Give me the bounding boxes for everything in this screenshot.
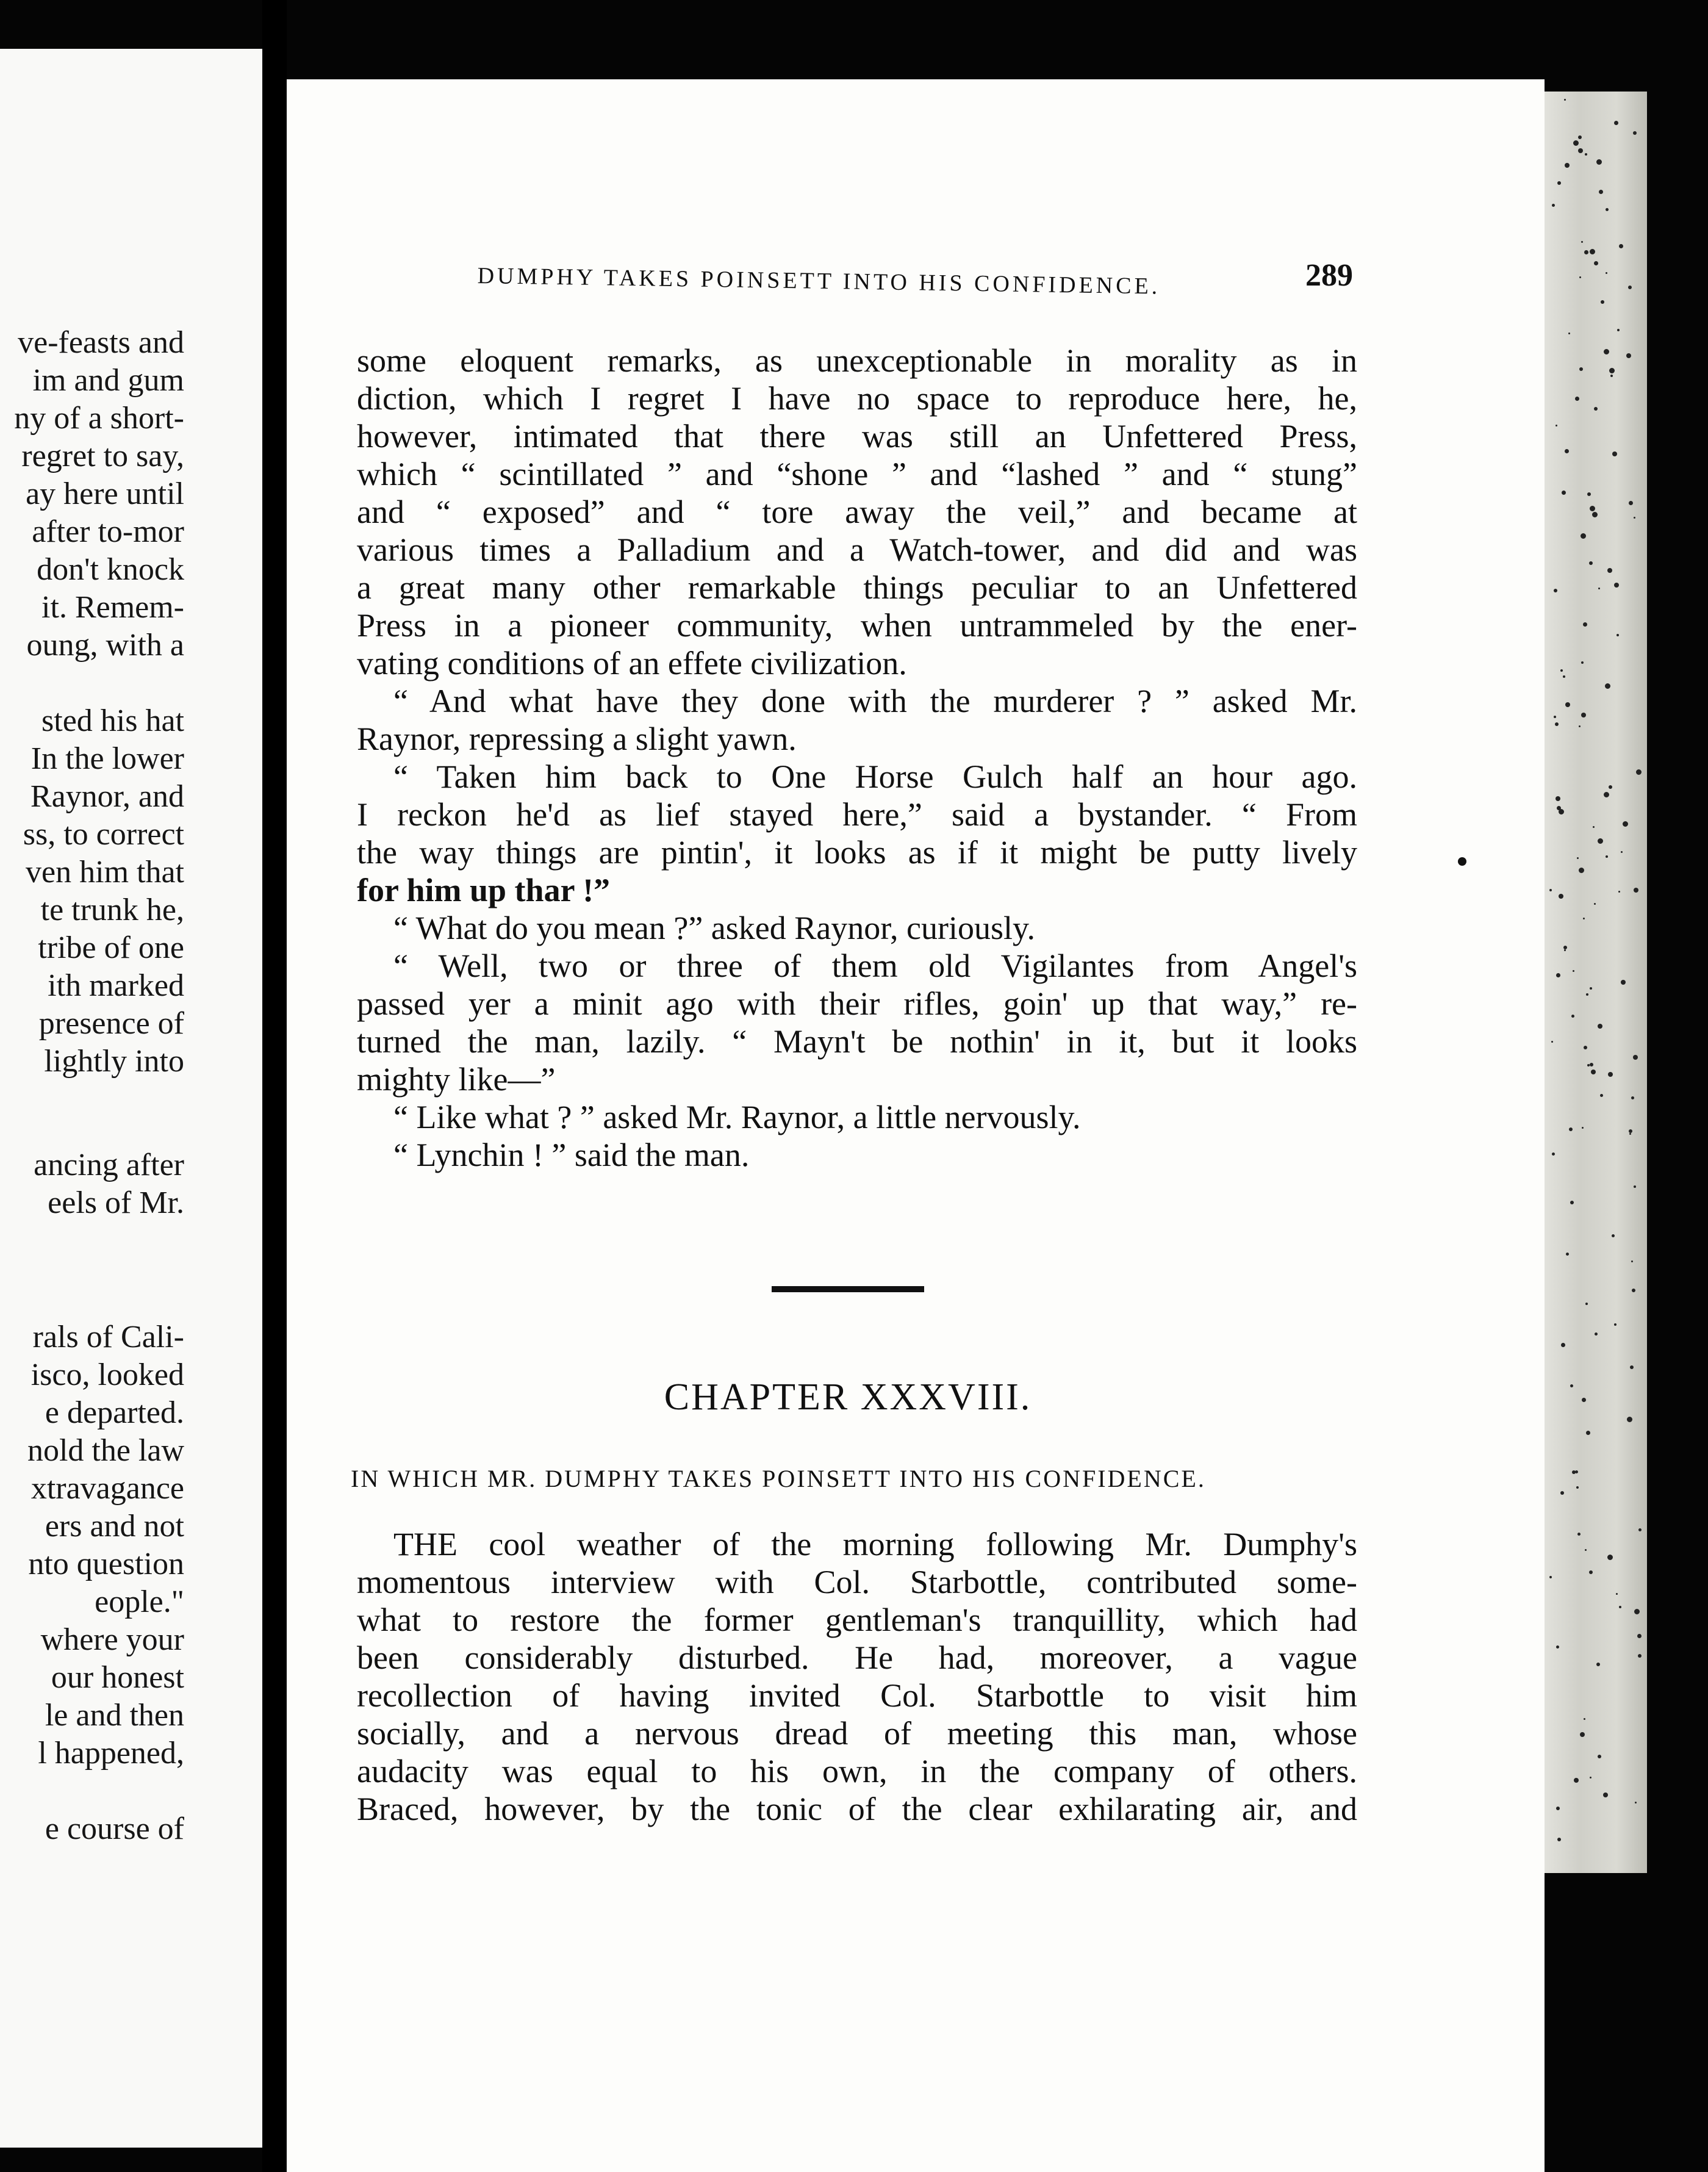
speck (1607, 568, 1612, 573)
speck (1603, 1793, 1608, 1797)
facing-page-line: it. Remem- (41, 590, 184, 625)
speck (1573, 970, 1574, 972)
facing-page (0, 49, 262, 2148)
speck (1560, 669, 1563, 672)
speck (1549, 1576, 1552, 1578)
body-text-line: “ Taken him back to One Horse Gulch half an hour ago. (393, 758, 1357, 795)
speck (1549, 889, 1552, 891)
speck (1606, 855, 1608, 858)
speck (1579, 367, 1583, 371)
facing-page-line: our honest (51, 1660, 184, 1695)
speck (1566, 1253, 1569, 1256)
speck (1563, 675, 1565, 678)
speck (1590, 987, 1592, 990)
speck (1600, 1094, 1603, 1097)
facing-page-line: lightly into (44, 1044, 184, 1079)
speck (1614, 121, 1618, 125)
speck (1581, 241, 1583, 243)
body-text-line: mighty like—” (357, 1061, 556, 1098)
speck (1554, 716, 1556, 718)
body-text-line: I reckon he'd as lief stayed here,” said a bystander. “ From (357, 796, 1357, 833)
speck (1598, 1755, 1601, 1758)
speck (1570, 1201, 1574, 1204)
speck (1571, 1015, 1574, 1018)
speck (1638, 1654, 1642, 1658)
speck (1586, 993, 1588, 996)
body-text-line: “ Lynchin ! ” said the man. (393, 1137, 750, 1173)
speck (1606, 272, 1607, 274)
speck (1585, 153, 1587, 156)
speck (1556, 973, 1560, 977)
speck (1617, 329, 1620, 331)
speck (1578, 135, 1582, 139)
facing-page-line: ers and not (45, 1509, 184, 1544)
facing-page-line: oung, with a (26, 628, 184, 663)
speck (1598, 838, 1603, 844)
speck (1631, 1260, 1633, 1262)
speck (1594, 261, 1598, 265)
speck (1604, 349, 1609, 354)
speck (1628, 286, 1632, 289)
body-text-line: turned the man, lazily. “ Mayn't be nothin' in it, but it looks (357, 1023, 1357, 1060)
speck (1581, 713, 1586, 717)
speck (1599, 190, 1603, 194)
facing-page-line: ay here until (26, 476, 184, 511)
body-text-line: which “ scintillated ” and “shone ” and “lashed ” and “ stung” (357, 456, 1357, 492)
speck (1598, 1024, 1602, 1029)
body-text-line: for him up thar !” (357, 872, 611, 908)
body-text-line: various times a Palladium and a Watch-tower, and did and was (357, 531, 1357, 568)
speck (1579, 276, 1581, 278)
speck (1619, 244, 1623, 248)
facing-page-line: tribe of one (38, 930, 184, 965)
body-text-line: a great many other remarkable things peculiar to an Unfettered (357, 569, 1357, 606)
speck (1629, 501, 1633, 505)
chapter-text-line: been considerably disturbed. He had, moreover, a vague (357, 1639, 1357, 1676)
body-text-line: “ And what have they done with the murderer ? ” asked Mr. (393, 683, 1357, 719)
facing-page-line: Raynor, and (30, 779, 184, 814)
facing-page-line: ve-feasts and (18, 325, 184, 360)
facing-page-line: presence of (38, 1006, 184, 1041)
facing-page-line: le and then (45, 1698, 184, 1733)
speck (1587, 492, 1591, 496)
speck (1576, 1486, 1579, 1489)
chapter-text-line: recollection of having invited Col. Starbottle to visit him (357, 1677, 1357, 1714)
speck (1561, 1343, 1565, 1347)
chapter-text-line: Braced, however, by the tonic of the clear exhilarating air, and (357, 1791, 1357, 1827)
body-text-line: the way things are pintin', it looks as if it might be putty lively (357, 834, 1357, 871)
facing-page-line: ith marked (48, 968, 184, 1003)
speck (1573, 140, 1579, 146)
chapter-text-line: momentous interview with Col. Starbottle, contributed some- (357, 1564, 1357, 1600)
speck (1556, 425, 1557, 426)
body-text-line: “ What do you mean ?” asked Raynor, curiously. (393, 910, 1036, 946)
chapter-text-line: what to restore the former gentleman's tranquillity, which had (357, 1602, 1357, 1638)
chapter-title: CHAPTER XXXVIII. (664, 1376, 1032, 1418)
book-gutter (262, 0, 287, 2172)
speck (1584, 250, 1588, 254)
speck (1633, 1055, 1638, 1060)
speck (1616, 634, 1619, 636)
speck (1565, 163, 1570, 168)
speck (1568, 333, 1570, 334)
speck (1607, 1555, 1613, 1560)
speck (1555, 722, 1559, 726)
speck (1584, 1046, 1587, 1049)
speck (1581, 533, 1586, 539)
speck (1584, 1718, 1585, 1720)
facing-page-line: eels of Mr. (48, 1185, 184, 1220)
speck (1552, 204, 1555, 207)
facing-page-line: don't knock (37, 552, 184, 587)
facing-page-line: isco, looked (30, 1358, 184, 1392)
speck (1590, 1777, 1591, 1778)
facing-page-line: e course of (45, 1811, 184, 1846)
speck (1590, 1063, 1593, 1066)
speck (1590, 249, 1595, 254)
speck (1638, 1528, 1642, 1531)
speck (1612, 451, 1617, 456)
speck (1606, 208, 1609, 211)
speck (1612, 1234, 1615, 1237)
chapter-text-line: audacity was equal to his own, in the company of others. (357, 1753, 1357, 1789)
facing-page-line: e departed. (45, 1395, 184, 1430)
facing-page-line: sted his hat (41, 703, 184, 738)
speck (1614, 1323, 1616, 1326)
speck (1604, 792, 1609, 797)
speck (1579, 725, 1581, 727)
speck (1591, 1070, 1596, 1074)
facing-page-line: ven him that (26, 855, 184, 890)
speck (1633, 131, 1637, 135)
speck (1596, 159, 1602, 165)
speck (1608, 1072, 1613, 1077)
speck (1569, 1127, 1573, 1131)
speck (1557, 181, 1561, 185)
speck (1559, 809, 1564, 814)
facing-page-line: regret to say, (21, 439, 184, 473)
speck (1563, 946, 1567, 949)
facing-page-line: ancing after (34, 1148, 184, 1182)
facing-page-line: im and gum (32, 363, 184, 398)
speck (1580, 1732, 1585, 1737)
speck (1593, 826, 1595, 828)
speck (1565, 702, 1570, 707)
speck (1559, 894, 1563, 899)
speck (1630, 1365, 1634, 1369)
speck (1582, 1398, 1586, 1402)
speck (1572, 1470, 1576, 1474)
speck (1575, 397, 1579, 401)
section-rule (772, 1286, 924, 1292)
facing-page-line: nto question (28, 1547, 184, 1581)
speck (1585, 1303, 1588, 1305)
speck (1614, 583, 1619, 588)
speck (1596, 1663, 1600, 1666)
speck (1601, 300, 1604, 304)
page-fore-edge (1545, 92, 1647, 1873)
speck (1594, 903, 1596, 905)
speck (1605, 683, 1610, 689)
speck (1626, 353, 1631, 358)
speck (1577, 857, 1579, 859)
speck (1564, 949, 1566, 951)
speck (1554, 589, 1557, 592)
speck (1583, 918, 1585, 919)
body-text-line: however, intimated that there was still an Unfettered Press, (357, 418, 1357, 455)
page-blemish (1458, 857, 1466, 866)
speck (1582, 1127, 1584, 1129)
facing-page-line: ny of a short- (14, 401, 184, 436)
speck (1616, 1593, 1618, 1595)
speck (1634, 517, 1635, 519)
facing-page-line: In the lower (30, 741, 184, 776)
speck (1621, 980, 1626, 985)
speck (1589, 1570, 1593, 1574)
facing-page-line: ss, to correct (23, 817, 184, 852)
body-text-line: and “ exposed” and “ tore away the veil,” and became at (357, 494, 1357, 530)
speck (1635, 1802, 1637, 1803)
speck (1578, 148, 1583, 153)
body-text-line: vating conditions of an effete civilization. (357, 645, 907, 681)
speck (1637, 1634, 1642, 1638)
speck (1560, 1491, 1564, 1495)
speck (1609, 785, 1612, 789)
speck (1577, 1533, 1581, 1536)
speck (1634, 1185, 1636, 1188)
speck (1634, 888, 1638, 893)
speck (1595, 1332, 1598, 1336)
body-text-line: diction, which I regret I have no space to reproduce here, he, (357, 380, 1357, 417)
speck (1623, 821, 1628, 827)
facing-page-line: where your (40, 1622, 184, 1657)
speck (1629, 1129, 1632, 1133)
running-head: DUMPHY TAKES POINSETT INTO HIS CONFIDENCE. (477, 262, 1161, 300)
speck (1564, 99, 1566, 101)
facing-page-line: nold the law (27, 1433, 184, 1468)
speck (1629, 1133, 1631, 1135)
speck (1556, 796, 1560, 801)
speck (1581, 661, 1584, 664)
speck (1551, 1041, 1553, 1043)
speck (1621, 851, 1623, 853)
speck (1565, 449, 1569, 453)
speck (1570, 1384, 1573, 1387)
page-number: 289 (1305, 258, 1353, 293)
speck (1632, 1289, 1635, 1292)
speck (1556, 1645, 1559, 1649)
facing-page-line: xtravagance (30, 1471, 184, 1506)
speck (1557, 1838, 1561, 1841)
speck (1634, 1609, 1640, 1614)
speck (1590, 506, 1595, 511)
facing-page-line: l happened, (38, 1736, 184, 1771)
speck (1619, 1606, 1621, 1608)
facing-page-line: te trunk he, (40, 893, 184, 927)
speck (1579, 868, 1584, 873)
speck (1618, 891, 1620, 893)
speck (1627, 1417, 1632, 1422)
chapter-subtitle: IN WHICH MR. DUMPHY TAKES POINSETT INTO HIS CONFIDENCE. (351, 1465, 1206, 1492)
speck (1585, 1549, 1587, 1551)
speck (1574, 1778, 1579, 1783)
speck (1610, 375, 1613, 377)
chapter-text-line: THE cool weather of the morning following Mr. Dumphy's (393, 1526, 1357, 1562)
speck (1562, 491, 1566, 495)
speck (1589, 561, 1593, 565)
facing-page-line: after to-mor (32, 514, 184, 549)
speck (1586, 1431, 1590, 1435)
facing-page-line: rals of Cali- (32, 1320, 184, 1354)
body-text-line: Press in a pioneer community, when untrammeled by the ener- (357, 607, 1357, 644)
body-text-line: some eloquent remarks, as unexceptionable in morality as in (357, 342, 1357, 379)
body-text-line: “ Like what ? ” asked Mr. Raynor, a little nervously. (393, 1099, 1081, 1135)
speck (1609, 368, 1615, 373)
body-text-line: Raynor, repressing a slight yawn. (357, 721, 797, 757)
body-text-line: “ Well, two or three of them old Vigilantes from Angel's (393, 948, 1357, 984)
facing-page-line: eople." (95, 1584, 184, 1619)
speck (1631, 1096, 1634, 1099)
speck (1592, 512, 1598, 517)
speck (1636, 769, 1642, 775)
speck (1583, 622, 1587, 627)
speck (1556, 1807, 1560, 1810)
speck (1598, 588, 1600, 589)
speck (1552, 1153, 1555, 1156)
chapter-text-line: socially, and a nervous dread of meeting this man, whose (357, 1715, 1357, 1752)
body-text-line: passed yer a minit ago with their rifles, goin' up that way,” re- (357, 985, 1357, 1022)
speck (1594, 407, 1598, 411)
